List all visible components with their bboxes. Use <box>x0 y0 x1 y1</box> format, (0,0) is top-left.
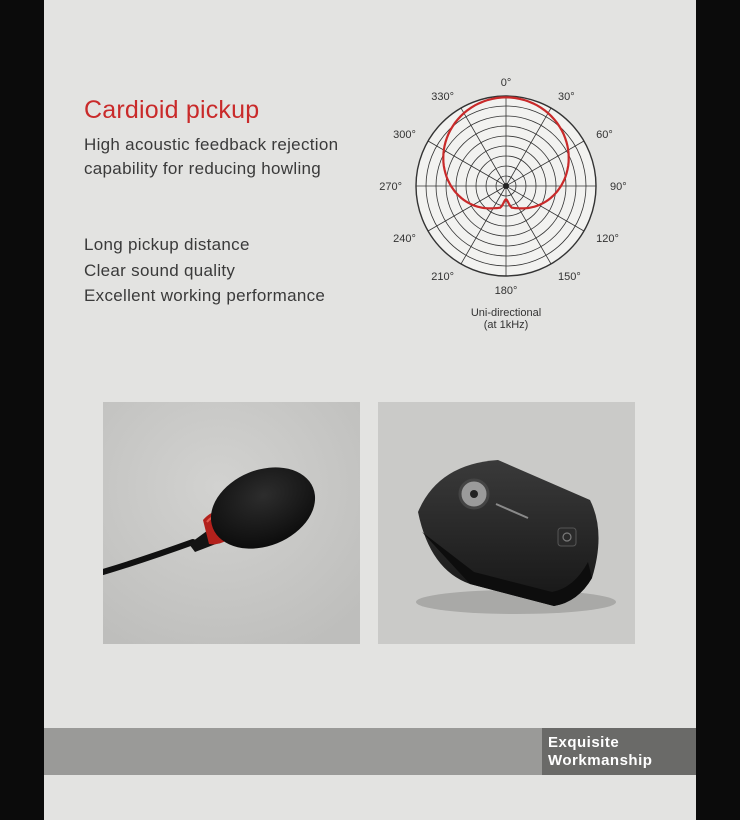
polar-angle-label: 30° <box>558 90 575 103</box>
product-feature-panel <box>44 0 696 820</box>
feature-text-feedback-1: High acoustic feedback rejection <box>84 135 339 154</box>
polar-angle-label: 330° <box>431 90 454 103</box>
polar-pattern-diagram <box>374 72 638 334</box>
polar-angle-label: 270° <box>379 181 402 193</box>
feature-text-performance: Excellent working performance <box>84 286 326 305</box>
microphone-base-photo <box>378 402 635 644</box>
section-title-badge <box>542 728 696 775</box>
polar-angle-label: 240° <box>393 233 416 245</box>
polar-angle-label: 0° <box>500 77 512 89</box>
badge-line-1: Exquisite <box>548 734 620 751</box>
desktop-base-illustration <box>378 402 635 644</box>
feature-text-distance: Long pickup distance <box>84 235 250 254</box>
polar-caption-frequency: (at 1kHz) <box>483 319 529 331</box>
polar-angle-label: 60° <box>596 129 613 141</box>
feature-heading: Cardioid pickup <box>84 96 260 124</box>
polar-angle-label: 180° <box>494 285 518 297</box>
polar-caption-directional: Uni-directional <box>470 307 542 319</box>
microphone-foam-photo <box>103 402 360 644</box>
right-black-border <box>696 0 740 820</box>
feature-text-quality: Clear sound quality <box>84 261 236 280</box>
left-black-border <box>0 0 44 820</box>
polar-angle-label: 210° <box>431 271 454 284</box>
polar-center-dot <box>503 183 509 189</box>
badge-line-2: Workmanship <box>548 752 653 769</box>
polar-angle-label: 120° <box>596 233 619 245</box>
polar-angle-label: 300° <box>393 129 416 141</box>
feature-text-feedback-2: capability for reducing howling <box>84 159 322 178</box>
polar-angle-label: 150° <box>558 271 581 284</box>
polar-angle-label: 90° <box>610 181 627 193</box>
gooseneck-foam-illustration <box>103 402 360 644</box>
